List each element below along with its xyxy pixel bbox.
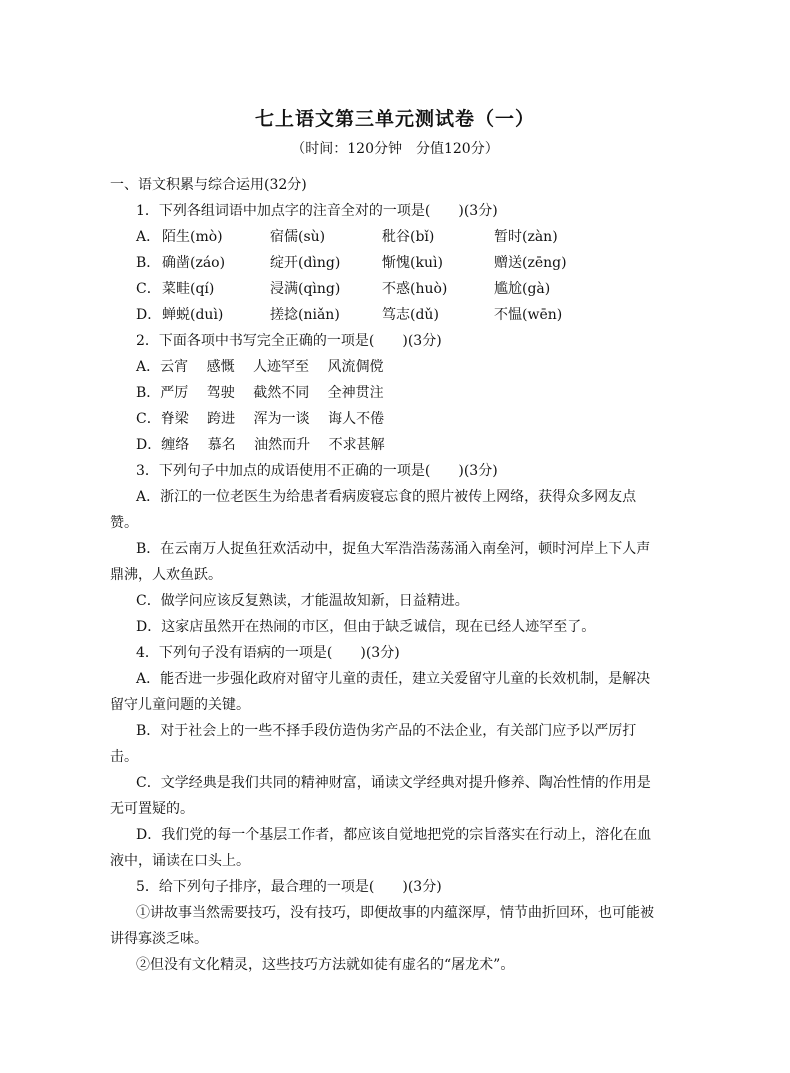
option-item: 人迹罕至 bbox=[253, 359, 310, 375]
question-1-option-c bbox=[110, 276, 700, 302]
option-item: 脊梁 bbox=[160, 411, 189, 427]
question-1-option-a bbox=[110, 224, 700, 250]
question-2-option-d bbox=[110, 432, 700, 458]
page-subtitle: （时间：120分钟 分值120分） bbox=[291, 141, 499, 157]
option-label: A． bbox=[136, 229, 161, 245]
option-label: D． bbox=[136, 437, 162, 453]
question-5-sentence-1-line2: 讲得寡淡乏味。 bbox=[110, 931, 208, 947]
option-item: 全神贯注 bbox=[327, 385, 384, 401]
option-item: 不愠(wēn) bbox=[494, 307, 563, 323]
question-1-option-b bbox=[110, 250, 700, 276]
question-2-option-a bbox=[110, 354, 700, 380]
question-5-sentence-1-line1: ①讲故事当然需要技巧，没有技巧，即便故事的内蕴深厚，情节曲折回环，也可能被 bbox=[136, 905, 654, 921]
option-item: 暂时(zàn) bbox=[494, 229, 558, 245]
question-5-sentence-2: ②但没有文化精灵，这些技巧方法就如徒有虚名的“屠龙术”。 bbox=[136, 957, 515, 973]
question-3-stem: 3．下列句子中加点的成语使用不正确的一项是( )(3分) bbox=[136, 463, 498, 479]
question-3-option-b-line2: 鼎沸，人欢鱼跃。 bbox=[110, 567, 222, 583]
question-1-option-d bbox=[110, 302, 700, 328]
option-item: 不惑(huò) bbox=[382, 281, 448, 297]
option-item: 笃志(dǔ) bbox=[382, 307, 439, 323]
option-item: 不求甚解 bbox=[328, 437, 385, 453]
option-item: 驾驶 bbox=[206, 385, 235, 401]
option-item: 缠络 bbox=[161, 437, 190, 453]
option-item: 蝉蜕(duì) bbox=[162, 307, 224, 323]
question-5-stem: 5．给下列句子排序，最合理的一项是( )(3分) bbox=[136, 879, 442, 895]
option-item: 秕谷(bǐ) bbox=[382, 229, 435, 245]
section-heading: 一、语文积累与综合运用(32分) bbox=[110, 177, 307, 193]
option-item: 跨进 bbox=[207, 411, 236, 427]
question-3-option-c: C．做学问应该反复熟读，才能温故知新，日益精进。 bbox=[136, 593, 469, 609]
option-item: 风流倜傥 bbox=[327, 359, 384, 375]
question-3-option-b-line1: B．在云南万人捉鱼狂欢活动中，捉鱼大军浩浩荡荡涌入南垒河，顿时河岸上下人声 bbox=[136, 541, 651, 557]
option-item: 慕名 bbox=[207, 437, 236, 453]
question-2-option-b bbox=[110, 380, 700, 406]
option-label: B． bbox=[136, 255, 161, 271]
question-2-option-c bbox=[110, 406, 700, 432]
option-item: 云宵 bbox=[160, 359, 189, 375]
question-3-option-a-line2: 赞。 bbox=[110, 515, 138, 531]
option-item: 宿儒(sù) bbox=[270, 229, 326, 245]
option-item: 浑为一谈 bbox=[253, 411, 310, 427]
option-item: 菜畦(qí) bbox=[162, 281, 215, 297]
option-item: 赠送(zēng) bbox=[494, 255, 567, 271]
option-label: D． bbox=[136, 307, 162, 323]
option-item: 确凿(záo) bbox=[162, 255, 226, 271]
question-4-option-a-line1: A．能否进一步强化政府对留守儿童的责任，建立关爱留守儿童的长效机制，是解决 bbox=[136, 671, 651, 687]
option-label: C． bbox=[136, 281, 161, 297]
question-4-stem: 4．下列句子没有语病的一项是( )(3分) bbox=[136, 645, 400, 661]
question-4-option-c-line2: 无可置疑的。 bbox=[110, 801, 194, 817]
option-item: 截然不同 bbox=[253, 385, 310, 401]
question-4-option-c-line1: C．文学经典是我们共同的精神财富，诵读文学经典对提升修养、陶冶性情的作用是 bbox=[136, 775, 651, 791]
option-label: C． bbox=[136, 411, 161, 427]
option-item: 绽开(dìng) bbox=[270, 255, 341, 271]
option-item: 陌生(mò) bbox=[162, 229, 223, 245]
question-1-stem: 1．下列各组词语中加点字的注音全对的一项是( )(3分) bbox=[136, 203, 498, 219]
option-item: 惭愧(kuì) bbox=[382, 255, 443, 271]
option-item: 浸满(qìng) bbox=[270, 281, 341, 297]
question-4-option-b-line1: B．对于社会上的一些不择手段仿造伪劣产品的不法企业，有关部门应予以严厉打 bbox=[136, 723, 637, 739]
question-3-option-d: D．这家店虽然开在热闹的市区，但由于缺乏诚信，现在已经人迹罕至了。 bbox=[136, 619, 596, 635]
option-item: 油然而升 bbox=[254, 437, 311, 453]
option-item: 感慨 bbox=[206, 359, 235, 375]
question-4-option-a-line2: 留守儿童问题的关键。 bbox=[110, 697, 250, 713]
option-label: A． bbox=[136, 359, 161, 375]
option-item: 尴尬(gà) bbox=[494, 281, 551, 297]
question-3-option-a-line1: A．浙江的一位老医生为给患者看病废寝忘食的照片被传上网络，获得众多网友点 bbox=[136, 489, 637, 505]
option-item: 搓捻(niǎn) bbox=[270, 307, 340, 323]
question-2-stem: 2．下面各项中书写完全正确的一项是( )(3分) bbox=[136, 333, 442, 349]
option-item: 严厉 bbox=[160, 385, 189, 401]
page-title: 七上语文第三单元测试卷（一） bbox=[254, 108, 535, 130]
option-item: 诲人不倦 bbox=[328, 411, 385, 427]
exam-content bbox=[110, 172, 700, 978]
question-4-option-b-line2: 击。 bbox=[110, 749, 138, 765]
option-label: B． bbox=[136, 385, 161, 401]
question-4-option-d-line2: 液中，诵读在口头上。 bbox=[110, 853, 250, 869]
question-4-option-d-line1: D．我们党的每一个基层工作者，都应该自觉地把党的宗旨落实在行动上，溶化在血 bbox=[136, 827, 652, 843]
